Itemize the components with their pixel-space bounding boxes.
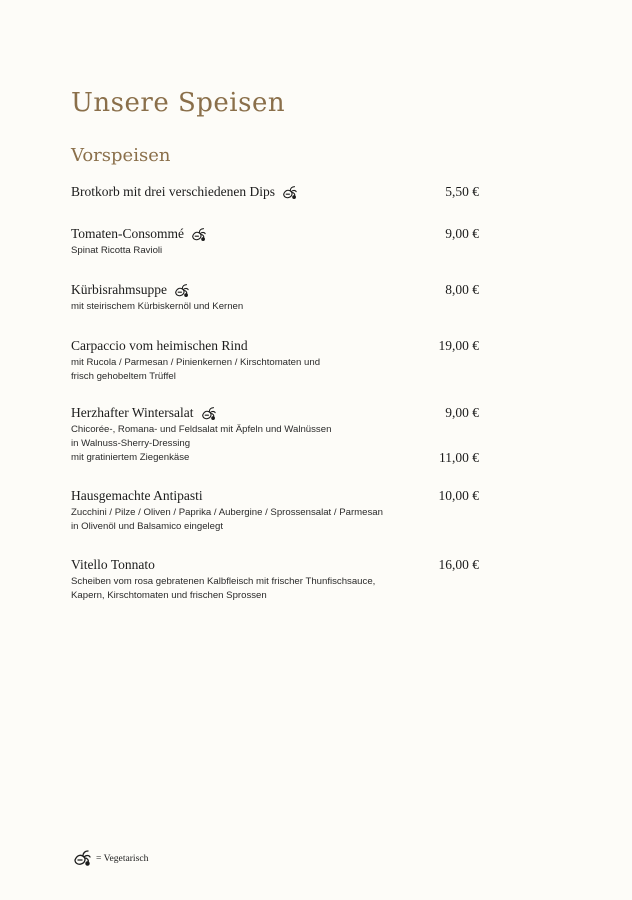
menu-item bbox=[71, 282, 479, 314]
menu-item-name: Tomaten-Consommé bbox=[71, 226, 185, 241]
menu-item-description: Chicorée-, Romana- und Feldsalat mit Äpfeln und Walnüssen bbox=[71, 424, 332, 435]
menu-item-name: Brotkorb mit drei verschiedenen Dips bbox=[71, 184, 275, 199]
menu-item-price: 9,00 € bbox=[445, 405, 479, 420]
vegetarian-icon bbox=[281, 185, 298, 200]
menu-item-price: 10,00 € bbox=[438, 488, 479, 503]
menu-item-name: Kürbisrahmsuppe bbox=[71, 282, 167, 297]
menu-item-price: 9,00 € bbox=[445, 226, 479, 241]
menu-item-description: Kapern, Kirschtomaten und frischen Sprossen bbox=[71, 590, 267, 601]
vegetarian-icon bbox=[72, 849, 92, 867]
legend-text: = Vegetarisch bbox=[96, 852, 149, 864]
vegetarian-icon bbox=[173, 283, 190, 298]
menu-item-name: Herzhafter Wintersalat bbox=[71, 405, 194, 420]
menu-item-price: 5,50 € bbox=[445, 184, 479, 199]
menu-item-price: 16,00 € bbox=[438, 557, 479, 572]
menu-item-description: in Olivenöl und Balsamico eingelegt bbox=[71, 521, 223, 532]
menu-item bbox=[71, 338, 479, 384]
vegetarian-icon bbox=[200, 406, 217, 421]
menu-item bbox=[71, 557, 479, 603]
section-title-vorspeisen: Vorspeisen bbox=[71, 145, 171, 166]
menu-item bbox=[71, 226, 479, 258]
menu-item-description: frisch gehobeltem Trüffel bbox=[71, 371, 176, 382]
menu-item-description: Spinat Ricotta Ravioli bbox=[71, 245, 163, 256]
menu-item-description: mit gratiniertem Ziegenkäse bbox=[71, 452, 190, 463]
menu-item-description: Zucchini / Pilze / Oliven / Paprika / Aubergine / Sprossensalat / Parmesan bbox=[71, 507, 383, 518]
legend bbox=[72, 849, 148, 867]
menu-item-price: 8,00 € bbox=[445, 282, 479, 297]
page-title: Unsere Speisen bbox=[71, 88, 286, 118]
menu-item-name: Hausgemachte Antipasti bbox=[71, 488, 203, 503]
menu-item-extra-price: 11,00 € bbox=[439, 450, 479, 465]
menu-item-description: mit steirischem Kürbiskernöl und Kernen bbox=[71, 301, 244, 312]
menu-item bbox=[71, 405, 479, 465]
menu-item-description: Scheiben vom rosa gebratenen Kalbfleisch mit frischer Thunfischsauce, bbox=[71, 576, 376, 587]
vegetarian-icon bbox=[190, 227, 207, 242]
menu-item-description: in Walnuss-Sherry-Dressing bbox=[71, 438, 191, 449]
menu-item bbox=[71, 184, 479, 202]
menu-item-description: mit Rucola / Parmesan / Pinienkernen / Kirschtomaten und bbox=[71, 357, 321, 368]
menu-item-name: Vitello Tonnato bbox=[71, 557, 155, 572]
menu-item-name: Carpaccio vom heimischen Rind bbox=[71, 338, 248, 353]
menu-item bbox=[71, 488, 479, 534]
menu-item-price: 19,00 € bbox=[438, 338, 479, 353]
